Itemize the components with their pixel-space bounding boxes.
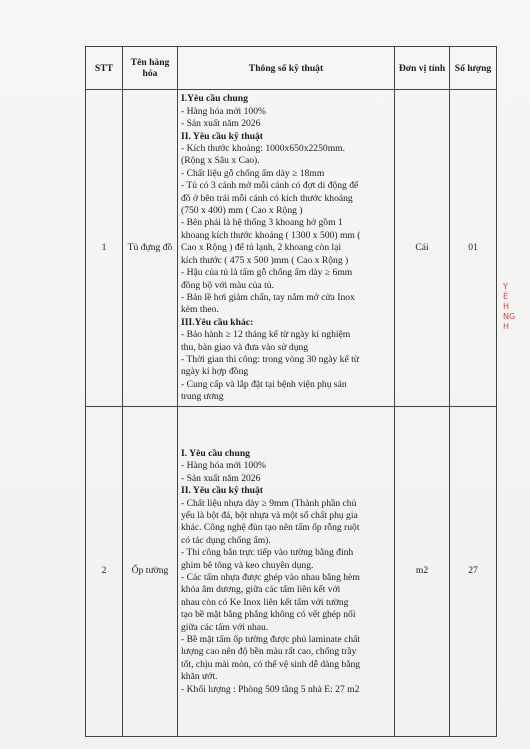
spec-line: - Bên phải là hệ thống 3 khoang hở gồm 1 [181, 217, 343, 229]
row-quantity: 01 [450, 90, 497, 407]
margin-note-char: Ê [503, 292, 509, 301]
spec-line: - Bảo hành ≥ 12 tháng kể từ ngày kí nghiệm [181, 329, 351, 341]
header-item-name: Tên hàng hóa [123, 47, 178, 90]
spec-line: (Rộng x Sâu x Cao). [181, 155, 260, 167]
header-stt: STT [86, 47, 123, 90]
spec-line: - Hàng hóa mới 100% [181, 460, 267, 472]
spec-line: - Chất liệu gỗ chống ẩm dày ≥ 18mm [181, 167, 325, 179]
table-row [86, 407, 497, 737]
spec-line: - Hàng hóa mới 100% [181, 105, 267, 117]
spec-line: có tác dụng chống ẩm). [181, 534, 271, 546]
spec-line: (750 x 400) mm ( Cao x Rộng ) [181, 205, 303, 217]
spec-line: - Các tấm nhựa được ghép vào nhau bằng hèm [181, 572, 360, 583]
spec-line: đồng bộ với màu của tủ. [181, 279, 275, 291]
section-heading: II. Yêu cầu kỹ thuật [181, 130, 264, 142]
spec-line: kích thước ( 475 x 500 )mm ( Cao x Rộng ) [181, 254, 349, 266]
row-specification [178, 90, 395, 407]
spec-line: kèm theo. [181, 304, 219, 316]
spec-line: - Sản xuất năm 2026 [181, 472, 261, 484]
spec-line: - Chất liệu nhựa dày ≥ 9mm (Thành phần chủ [181, 497, 357, 509]
section-heading: II. Yêu cầu kỹ thuật [181, 485, 264, 497]
spec-line: khác. Công nghệ đùn tạo nên tấm ốp rỗng ruột [181, 522, 360, 534]
row-quantity: 27 [450, 407, 497, 737]
spec-line: - Tủ có 3 cánh mở mỗi cánh có đợt di động để [181, 180, 359, 192]
spec-line: - Sản xuất năm 2026 [181, 118, 261, 130]
row-unit: m2 [395, 407, 450, 737]
spec-line: trung ương [181, 391, 224, 403]
margin-note-char: NG [503, 312, 516, 321]
row-stt: 1 [86, 90, 123, 407]
spec-line: - Thi công bắn trực tiếp vào tường bằng đinh [181, 547, 354, 559]
spec-line: lượng cao nên độ bền màu rất cao, chống trầy [181, 646, 357, 658]
spec-line: - Hậu của tủ là tấm gỗ chống ẩm dày ≥ 6mm [181, 267, 353, 279]
spec-line: Cao x Rộng ) để tủ lạnh, 2 khoang còn lại [181, 242, 342, 254]
spec-line: - Bản lề hơi giảm chấn, tay nắm mở cửa Inox [181, 291, 355, 303]
spec-line: - Bề mặt tấm ốp tường được phủ laminate chất [181, 634, 361, 646]
spec-line: tốt, chịu mài mòn, có thể vệ sinh dễ dàng bằng [181, 658, 361, 670]
table-row [86, 90, 497, 407]
spec-line: khoang kích thước khoảng ( 1300 x 500) mm ( [181, 229, 361, 241]
spec-line: giữa các tấm với nhau. [181, 621, 269, 633]
row-item-name: Ốp tường [123, 407, 178, 737]
spec-line: đồ ở bên trái mỗi cánh có kích thước khoảng [181, 192, 353, 204]
spec-line: nhau còn có Ke Inox liên kết tấm với tường [181, 596, 349, 608]
row-item-name: Tủ đựng đồ [123, 90, 178, 407]
header-specification: Thông số kỹ thuật [178, 47, 395, 90]
spec-line: ngày kí hợp đồng [181, 366, 249, 378]
spec-line: khăn ướt. [181, 671, 218, 683]
margin-note-char: Y [503, 282, 508, 291]
spec-line: yếu là bột đá, bột nhựa và một số chất phụ gia [181, 509, 358, 521]
spec-line: - Thời gian thi công: trong vòng 30 ngày kể từ [181, 353, 359, 365]
header-quantity: Số lượng [450, 47, 497, 90]
margin-note-char: H [503, 302, 510, 311]
header-unit: Đơn vị tính [395, 47, 450, 90]
section-heading: III.Yêu cầu khác: [181, 316, 254, 328]
specification-table [85, 46, 497, 737]
spec-line: ghim bê tông và keo chuyên dụng. [181, 559, 314, 571]
row-specification [178, 407, 395, 737]
margin-note-char: H [503, 322, 510, 331]
spec-line: tạo bề mặt bằng phẳng không có vết ghép nối [181, 609, 356, 621]
row-unit: Cái [395, 90, 450, 407]
margin-handwritten-note [503, 282, 527, 372]
spec-line: khóa âm dương, giữa các tấm liên kết với [181, 584, 341, 596]
row-stt: 2 [86, 407, 123, 737]
spec-line: thu, bàn giao và đưa vào sử dụng [181, 341, 309, 353]
section-heading: I.Yêu cầu chung [181, 93, 248, 105]
spec-line: - Cung cấp và lắp đặt tại bệnh viện phụ sản [181, 378, 347, 390]
section-heading: I. Yêu cầu chung [181, 447, 250, 459]
spec-line: - Kích thước khoảng: 1000x650x2250mm. [181, 143, 346, 155]
spec-line: - Khối lượng : Phòng 509 tầng 5 nhà E: 27 m2 [181, 683, 360, 695]
table-header-row [86, 47, 497, 90]
